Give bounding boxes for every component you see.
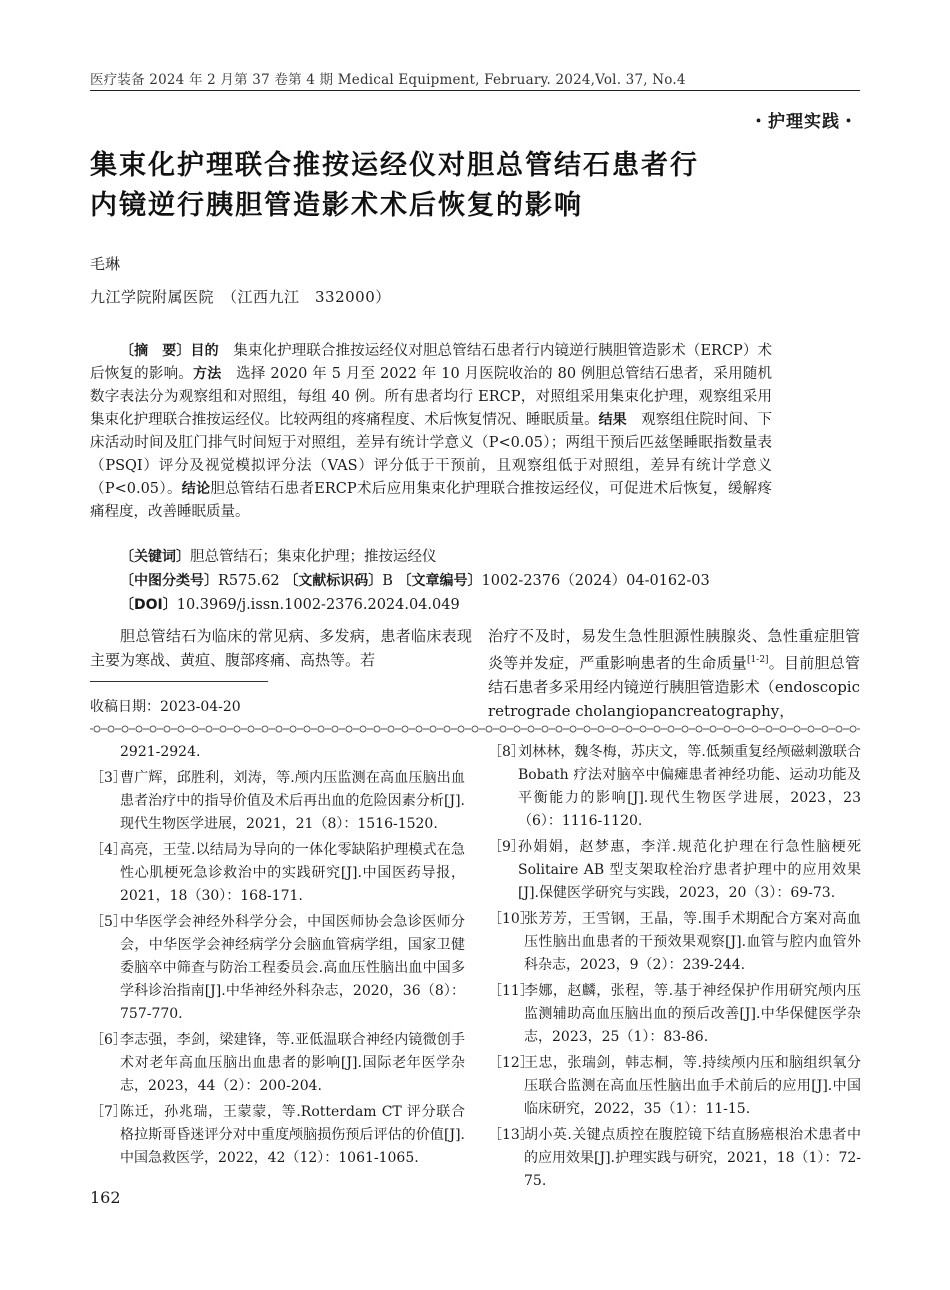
reference-item: ［4］ 高亮，王莹.以结局为导向的一体化零缺陷护理模式在急性心肌梗死急诊救治中的实践研究[J].中国医药导报，2021，18（30）：168-171. — [90, 842, 465, 904]
header-rule — [90, 90, 860, 91]
references-left — [90, 741, 465, 1173]
doi-label: 〔DOI〕 — [120, 597, 177, 613]
reference-item: ［5］ 中华医学会神经外科学分会，中国医师协会急诊医师分会，中华医学会神经病学分会脑血管病学组，国家卫健委脑卒中筛查与防治工程委员会.高血压性脑出血中国多学科诊治指南[J].中华神经外科杂志，2020，36（8）：757-770. — [90, 914, 465, 1022]
reference-item: ［12］ 王忠，张瑞剑，韩志桐，等.持续颅内压和脑组织氧分压联合监测在高血压性脑出血手术前后的应用[J].中国临床研究，2022，35（1）：11-15. — [488, 1055, 861, 1117]
clc-value: R575.62 — [218, 573, 280, 589]
reference-item: 2921-2924. — [120, 744, 201, 760]
doc-code-label: 〔文献标识码〕 — [284, 573, 383, 589]
article-title — [90, 146, 850, 226]
references-right — [488, 741, 861, 1196]
doi-line — [120, 594, 460, 617]
received-date: 收稿日期：2023-04-20 — [90, 699, 241, 715]
abstract-methods-label: 方法 — [193, 366, 222, 382]
abstract-conclusion: 胆总管结石患者ERCP术后应用集束化护理联合推按运经仪，可促进术后恢复，缓解疼痛程度，改善睡眠质量。 — [90, 481, 772, 520]
running-head: 医疗装备 2024 年 2 月第 37 卷第 4 期 Medical Equipment, February. 2024,Vol. 37, No.4 — [90, 72, 686, 88]
reference-item: ［6］ 李志强，李剑，梁建锋，等.亚低温联合神经内镜微创手术对老年高血压脑出血患者的影响[J].国际老年医学杂志，2023，44（2）：200-204. — [90, 1032, 465, 1094]
citation-1-2: [1-2] — [747, 655, 769, 665]
abstract-conclusion-label: 结论 — [181, 481, 211, 497]
reference-item: ［10］ 张芳芳，王雪钢，王晶，等.围手术期配合方案对高血压性脑出血患者的干预效果观察[J].血管与腔内血管外科杂志，2023，9（2）：239-244. — [488, 911, 861, 973]
affiliation: 九江学院附属医院 （江西九江 332000） — [90, 288, 391, 306]
footnote-rule — [90, 681, 268, 682]
abstract-results: 观察组住院时间、下床活动时间及肛门排气时间短于对照组，差异有统计学意义（P<0.05）；两组干预后匹兹堡睡眠指数量表（PSQI）评分及视觉模拟评分法（VAS）评分低于干预前，且观察组低于对照组，差异有统计学意义（P<0.05）。 — [90, 412, 773, 497]
reference-item: ［3］ 曹广辉，邱胜利，刘涛，等.颅内压监测在高血压脑出血患者治疗中的指导价值及术后再出血的危险因素分析[J].现代生物医学进展，2021，21（8）：1516-1520. — [90, 770, 465, 832]
classification-line — [120, 570, 710, 593]
doi-value: 10.3969/j.issn.1002-2376.2024.04.049 — [176, 597, 460, 613]
page-number: 162 — [90, 1188, 121, 1207]
intro-right-text-2: 。目前胆总管结石患者多采用经内镜逆行胰胆管造影术（endoscopic retrograde cholangiopancreatography， — [488, 654, 860, 720]
reference-item: ［9］ 孙娟娟，赵梦惠，李洋.规范化护理在行急性脑梗死 Solitaire AB 型支架取栓治疗患者护理中的应用效果[J].保健医学研究与实践，2023，20（3）：69-73. — [488, 839, 861, 901]
intro-right-text-1: 治疗不及时，易发生急性胆源性胰腺炎、急性重症胆管炎等并发症，严重影响患者的生命质量 — [488, 627, 860, 672]
reference-item: ［11］ 李娜，赵麟，张程，等.基于神经保护作用研究颅内压监测辅助高血压脑出血的预后改善[J].中华保健医学杂志，2023，25（1）：83-86. — [488, 983, 861, 1045]
intro-right-column — [488, 624, 860, 723]
article-no-label: 〔文章编号〕 — [397, 573, 482, 589]
reference-item: ［7］ 陈迁，孙兆瑞，王蒙蒙，等.Rotterdam CT 评分联合格拉斯哥昏迷评分对中重度颅脑损伤预后评估的价值[J].中国急救医学，2022，42（12）：1061-1065. — [90, 1104, 465, 1166]
reference-item: ［13］ 胡小英.关键点质控在腹腔镜下结直肠癌根治术患者中的应用效果[J].护理实践与研究，2021，18（1）：72-75. — [488, 1127, 861, 1189]
title-line-1: 集束化护理联合推按运经仪对胆总管结石患者行 — [90, 150, 699, 181]
decorative-divider — [90, 722, 860, 736]
reference-item: ［8］ 刘林林，魏冬梅，苏庆文，等.低频重复经颅磁刺激联合 Bobath 疗法对脑卒中偏瘫患者神经功能、运动功能及平衡能力的影响[J].现代生物医学进展，2023，23（6）：1116-1120. — [488, 744, 861, 829]
keywords-label: 〔关键词〕 — [120, 549, 190, 565]
abstract-label: 〔摘 要〕目的 — [120, 343, 219, 359]
section-tag: ・护理实践・ — [750, 112, 858, 132]
intro-left-column: 胆总管结石为临床的常见病、多发病，患者临床表现主要为寒战、黄疸、腹部疼痛、高热等。若 — [90, 627, 472, 669]
keywords-text: 胆总管结石；集束化护理；推按运经仪 — [190, 549, 437, 565]
article-no-value: 1002-2376（2024）04-0162-03 — [481, 573, 710, 589]
abstract — [90, 340, 772, 524]
abstract-purpose: 集束化护理联合推按运经仪对胆总管结石患者行内镜逆行胰胆管造影术（ERCP）术后恢复的影响。 — [90, 343, 773, 382]
abstract-results-label: 结果 — [598, 412, 627, 428]
clc-label: 〔中图分类号〕 — [120, 573, 218, 589]
title-line-2: 内镜逆行胰胆管造影术术后恢复的影响 — [90, 190, 583, 221]
abstract-methods: 选择 2020 年 5 月至 2022 年 10 月医院收治的 80 例胆总管结石患者，采用随机数字表法分为观察组和对照组，每组 40 例。所有患者均行 ERCP，对照组采用集束化护理，观察组采用集束化护理联合推按运经仪。比较两组的疼痛程度、术后恢复情况、睡眠质量。 — [90, 366, 773, 428]
doc-code-value: B — [382, 573, 393, 589]
author: 毛琳 — [90, 255, 121, 273]
keywords — [120, 546, 437, 569]
